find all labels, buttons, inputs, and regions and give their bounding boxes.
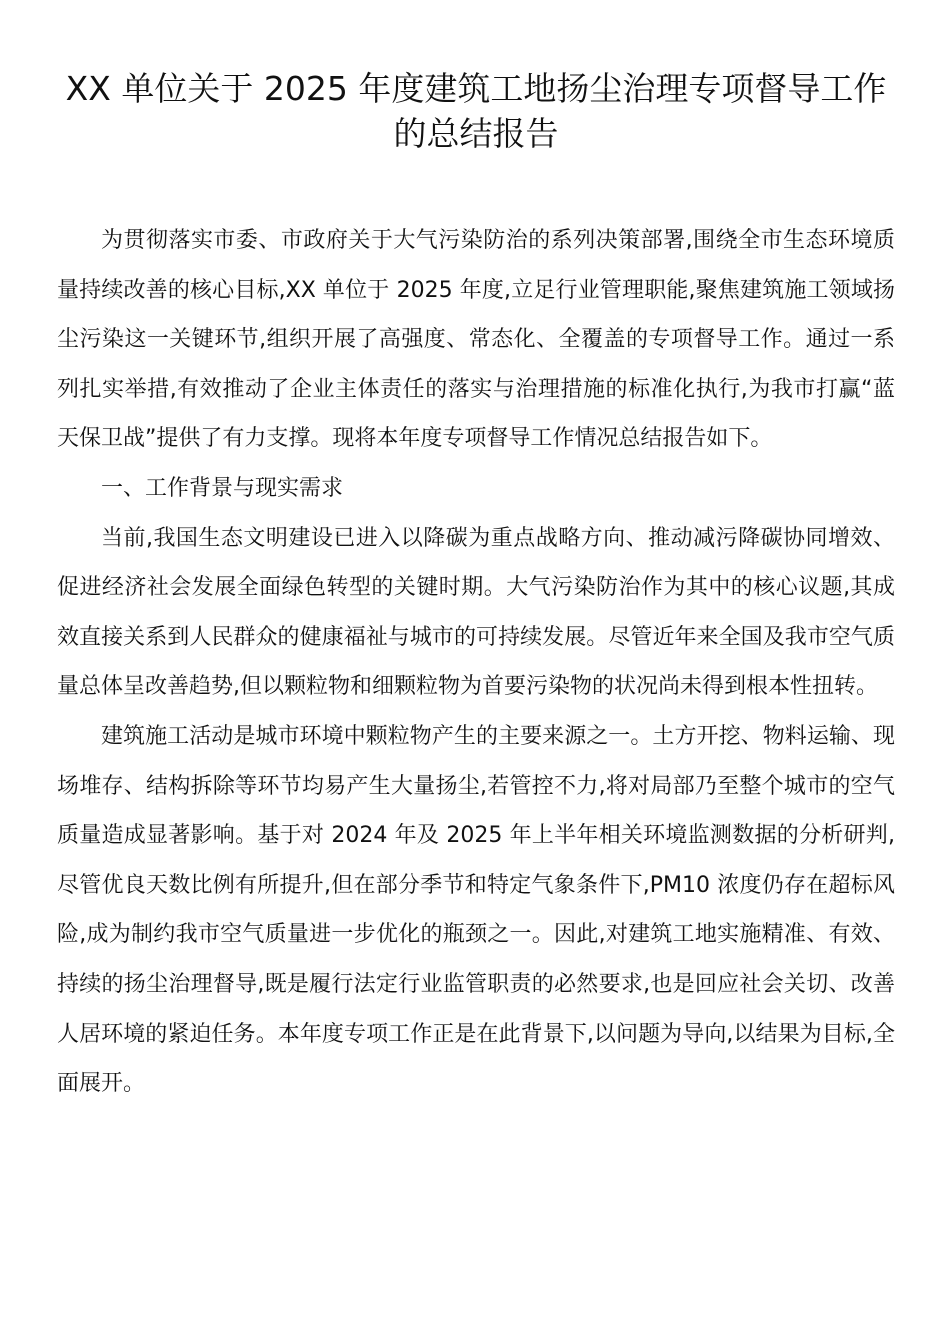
section-heading-background: 一、工作背景与现实需求	[101, 475, 344, 501]
construction-dust-paragraph: 建筑施工活动是城市环境中颗粒物产生的主要来源之一。土方开挖、物料运输、现场堆存、结构拆除等环节均易产生大量扬尘,若管控不力,将对局部乃至整个城市的空气质量造成显著影响。基于对 2024 年及 2025 年上半年相关环境监测数据的分析研判,尽管优良天数比例有所提升,但在部分季节和特定气象条件下,PM10 浓度仍存在超标风险,成为制约我市空气质量进一步优化的瓶颈之一。因此,对建筑工地实施精准、有效、持续的扬尘治理督导,既是履行法定行业监管职责的必然要求,也是回应社会关切、改善人居环境的紧迫任务。本年度专项工作正是在此背景下,以问题为导向,以结果为目标,全面展开。	[57, 723, 895, 1097]
document-body	[57, 216, 895, 1109]
background-paragraph: 当前,我国生态文明建设已进入以降碳为重点战略方向、推动减污降碳协同增效、促进经济社会发展全面绿色转型的关键时期。大气污染防治作为其中的核心议题,其成效直接关系到人民群众的健康福祉与城市的可持续发展。尽管近年来全国及我市空气质量总体呈改善趋势,但以颗粒物和细颗粒物为首要污染物的状况尚未得到根本性扭转。	[57, 525, 895, 700]
intro-paragraph: 为贯彻落实市委、市政府关于大气污染防治的系列决策部署,围绕全市生态环境质量持续改善的核心目标,XX 单位于 2025 年度,立足行业管理职能,聚焦建筑施工领域扬尘污染这一关键环节,组织开展了高强度、常态化、全覆盖的专项督导工作。通过一系列扎实举措,有效推动了企业主体责任的落实与治理措施的标准化执行,为我市打赢“蓝天保卫战”提供了有力支撑。现将本年度专项督导工作情况总结报告如下。	[57, 228, 895, 452]
document-page	[57, 66, 895, 1109]
document-title: XX 单位关于 2025 年度建筑工地扬尘治理专项督导工作的总结报告	[65, 69, 887, 153]
